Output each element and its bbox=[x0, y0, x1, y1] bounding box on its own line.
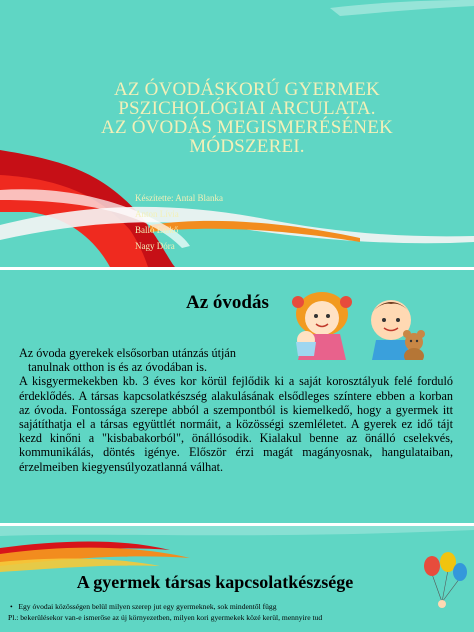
presentation-title bbox=[92, 80, 402, 156]
balloons-illustration bbox=[414, 552, 470, 608]
author-line: Nagy Dóra bbox=[135, 241, 175, 251]
body-line: Az óvoda gyerekek elsősorban utánzás útján bbox=[19, 346, 236, 360]
title-line-4: MÓDSZEREI. bbox=[189, 136, 305, 157]
authors-list bbox=[135, 190, 223, 254]
author-line: Készítette: Antal Blanka bbox=[135, 193, 223, 203]
bullet-glyph: • bbox=[10, 602, 13, 611]
body-paragraph: A kisgyermekekben kb. 3 éves kor körül fejlődik ki a saját korosztályuk felé forduló érdeklődés. A társas kapcsolatkészség alakulásának elsődleges színtere ebben a korban az óvoda. Fontossága szerepe abból a szempontból is kiemelkedő, hogy a gyermek itt sajátíthatja el a társas együttlét normáit, a közösségi szemléletet. A gyerek ez idő tájt kezd kinőni a "kisbabakorból", önállósodik. Kialakul benne az önálló cselekvés, kommunikálás, döntés igénye. Először érzi magát magányosnak, hangulataiban, érzelmeiben kiegyensúlyozatlanná válhat. bbox=[19, 374, 453, 474]
body-line: tanulnak otthon is és az óvodában is. bbox=[28, 360, 208, 375]
body-line: Pl.: bekerülésekor van-e ismerőse az új környezetben, milyen kori gyermekek közé kerül, mennyire tud bbox=[8, 612, 323, 622]
slide-body-text bbox=[19, 346, 453, 474]
title-line-1: AZ ÓVODÁSKORÚ GYERMEK bbox=[114, 79, 380, 100]
slide-title: Az óvodás bbox=[186, 292, 269, 313]
author-line: Balló Enikő bbox=[135, 225, 179, 235]
title-line-2: PSZICHOLÓGIAI ARCULATA. bbox=[118, 98, 376, 119]
slide-title: A gyermek társas kapcsolatkészsége bbox=[76, 572, 354, 592]
slide-body-text bbox=[8, 602, 470, 623]
bullet-item bbox=[8, 602, 470, 613]
title-slide bbox=[0, 0, 474, 267]
author-line: Anton Lívia bbox=[135, 209, 179, 219]
title-line-3: AZ ÓVODÁS MEGISMERÉSÉNEK bbox=[101, 117, 393, 138]
bullet-text: Egy óvodai közösségen belül milyen szerep jut egy gyermeknek, sok mindentől függ bbox=[18, 602, 277, 611]
